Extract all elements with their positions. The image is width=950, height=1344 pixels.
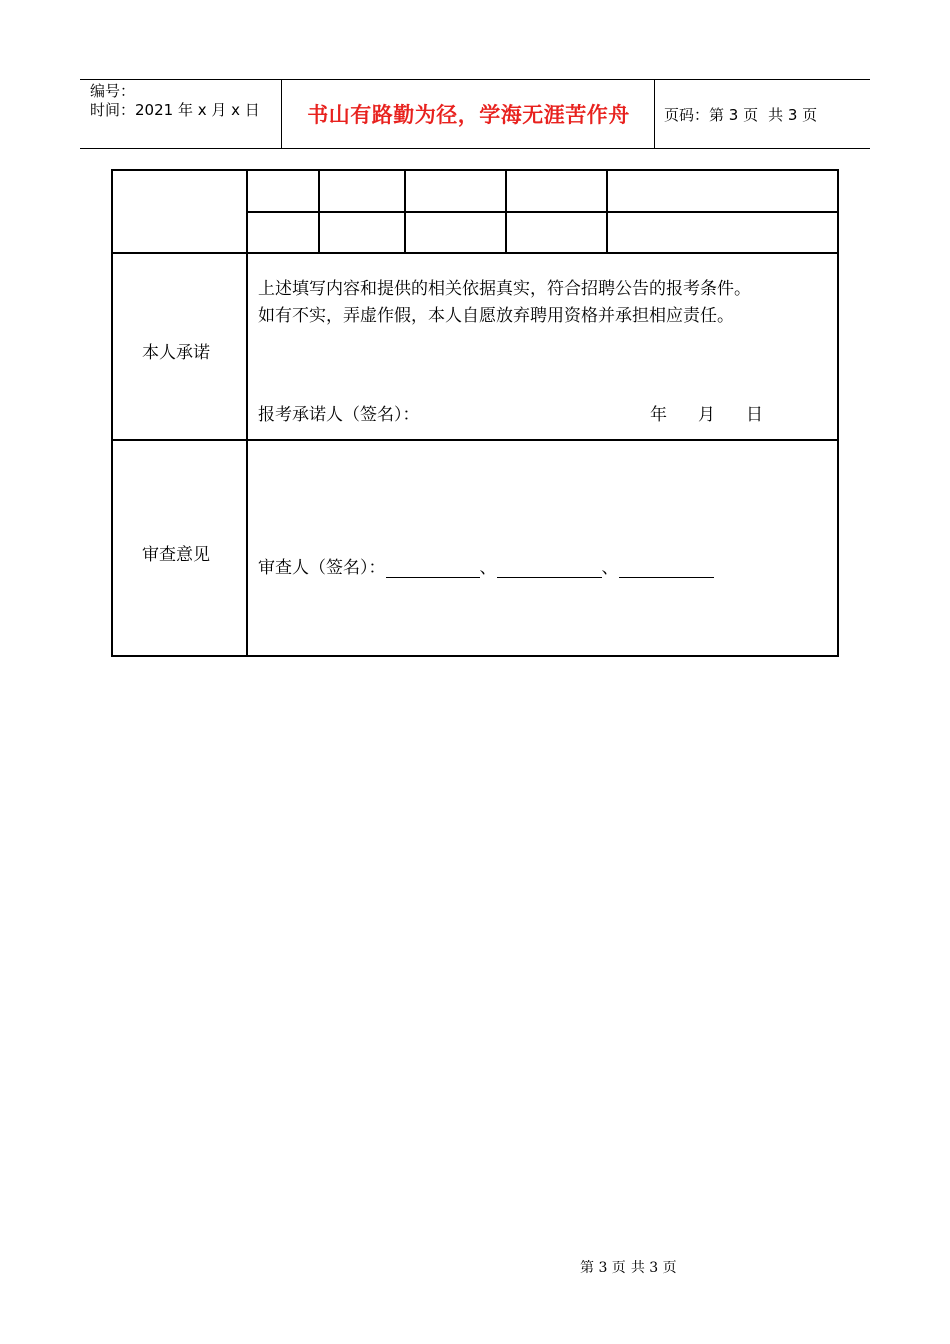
footer-page-current: 第 3 页 — [580, 1260, 626, 1276]
header-divider — [654, 80, 655, 148]
page-header — [80, 79, 870, 149]
table-cell-divider — [505, 171, 507, 252]
reviewer-signature-line — [258, 553, 714, 578]
reviewer-separator: 、 — [479, 558, 497, 578]
page-footer — [580, 1257, 677, 1277]
commitment-signer-label: 报考承诺人（签名）： — [258, 405, 420, 425]
table-cell-divider — [318, 171, 320, 252]
commitment-text-line1: 上述填写内容和提供的相关依据真实，符合招聘公告的报考条件。 — [258, 279, 751, 299]
table-cell-divider — [404, 171, 406, 252]
review-label: 审查意见 — [142, 545, 210, 565]
time-label: 时间：2021 年 x 月 x 日 — [90, 101, 260, 119]
application-form-table — [111, 169, 839, 657]
commitment-date-month: 月 — [698, 405, 715, 425]
header-total-label: 共 3 页 — [768, 105, 818, 124]
table-row-divider — [246, 211, 837, 213]
number-label: 编号： — [90, 82, 136, 100]
reviewer-blank-1 — [386, 559, 480, 578]
table-row-divider — [113, 252, 837, 254]
reviewer-blank-2 — [497, 559, 602, 578]
reviewer-separator: 、 — [601, 558, 619, 578]
commitment-text-line2: 如有不实，弄虚作假，本人自愿放弃聘用资格并承担相应责任。 — [258, 306, 734, 326]
table-cell-divider — [606, 171, 608, 252]
commitment-date-day: 日 — [746, 405, 763, 425]
reviewer-label: 审查人（签名）： — [258, 558, 386, 578]
commitment-date-year: 年 — [650, 405, 667, 425]
footer-page-total: 共 3 页 — [630, 1260, 677, 1276]
table-row-divider — [113, 439, 837, 441]
header-meta — [90, 82, 260, 120]
commitment-label: 本人承诺 — [142, 343, 210, 363]
header-page-label: 页码：第 3 页 — [664, 105, 759, 124]
table-column-divider — [246, 171, 248, 655]
reviewer-blank-3 — [619, 559, 714, 578]
header-page-info — [664, 80, 817, 148]
header-motto: 书山有路勤为径，学海无涯苦作舟 — [307, 103, 630, 127]
